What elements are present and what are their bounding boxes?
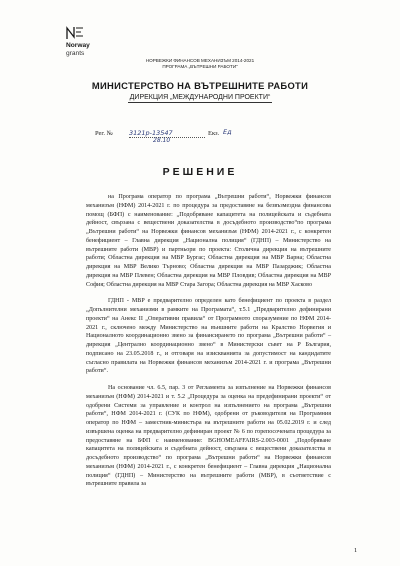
logo-text-norway: Norway — [66, 42, 90, 49]
copies-label: Екз. — [208, 130, 220, 137]
page-number: 1 — [354, 547, 358, 554]
registration-label: Рег. № — [95, 130, 113, 137]
logo-text-grants: grants — [66, 50, 85, 57]
paragraph: на Програма оператор по програма „Вътрешни работи“, Норвежки финансов механизъм (НФМ) 2014-2021 г. по процедура за предоставяне на безвъзмездна финансова помощ (БФП) с наименование: „Подобряване капацитета на полицейската и съдебната дейност, свързана с веществени доказателства в досъдебното производство“по програма „Вътрешни работи“ на Норвежки финансов механизъм (НФМ) 2014-2021 г., с конкретен бенефициент – Главна дирекция „Национална полиция“ (ГДНП) – Министерство на вътрешните работи (МВР) и партньори по проекта: Столична дирекция на вътрешните работи; Областна дирекция на МВР Бургас; Областна дирекция на МВР Варна; Областна дирекция на МВР Велико Търново; Областна дирекция на МВР Пазарджик; Областна дирекция на МВР Плевен; Областна дирекция на МВР Пловдив; Областна дирекция на МВР София; Областна дирекция на МВР Стара Загора; Областна дирекция на МВР Хасково — [86, 194, 331, 288]
document-body — [86, 193, 331, 497]
registration-date: 28.10 — [153, 137, 171, 144]
ministry-heading: МИНИСТЕРСТВО НА ВЪТРЕШНИТЕ РАБОТИ — [91, 80, 309, 91]
norway-grants-mark-icon — [66, 26, 84, 40]
paragraph: ГДНП - МВР е предварително определен като бенефициент по проекта в раздел „Допълнителни механизми в рамките на Програмата“, т.5.1 „Предварително дефинирани проекти“ на Анекс II „Оперативни правила“ от Програмното споразумение по НФМ 2014-2021 г., сключено между Министерство на външните работи на Кралство Норвегия и Националното координационно звено за финансирането по програма „Вътрешни работи“ – дирекция „Централно координационно звено“ в Министерски съвет на Р България, подписано на 23.05.2018 г., и отговаря на изискванията за допустимост на кандидатите съгласно правилата на Норвежки финансов механизъм 2014-2021 г. и програма „Вътрешни работи“. — [86, 298, 331, 375]
programme-line-1: НОРВЕЖКИ ФИНАНСОВ МЕХАНИЗЪМ 2014-2021 — [145, 58, 255, 63]
programme-line-2: ПРОГРАМА „ВЪТРЕШНИ РАБОТИ“ — [162, 64, 238, 69]
document-title: РЕШЕНИЕ — [162, 166, 238, 178]
registration-number: 3121р-13547 — [129, 129, 205, 138]
directorate-heading: ДИРЕКЦИЯ „МЕЖДУНАРОДНИ ПРОЕКТИ“ — [129, 94, 271, 101]
copies-value: Ед — [223, 128, 232, 136]
paragraph: На основание чл. 6.5, пар. 3 от Регламента за изпълнение на Норвежки финансов механизъм (НФМ) 2014-2021 и т. 5.2 „Процедура за оценка на предефинирани проекти“ от одобрени Системи за управление и контрол на изпълнението на програма „Вътрешни работи“, НФМ 2014-2021 г. (СУК по НФМ), одобрени от ръководителя на Програмния оператор по НФМ – заместник-министъра на вътрешните работи на 05.02.2019 г. и след извършена оценка на предварително дефиниран проект № 6 по горепосочената процедура за предоставяне на БФП с наименование: BGHOMEAFFAIRS-2.003-0001 „Подобряване капацитета на полицейската и съдебната дейност, свързана с веществени доказателства в досъдебното производство“ по програма „Вътрешни работи“ на Норвежки финансов механизъм (НФМ) 2014-2021 г., с конкретен бенефициент – Главна дирекция „Национална полиция“ (ГДНП) – Министерство на вътрешните работи (МВР), в съответствие с вътрешните правила за — [86, 385, 331, 488]
